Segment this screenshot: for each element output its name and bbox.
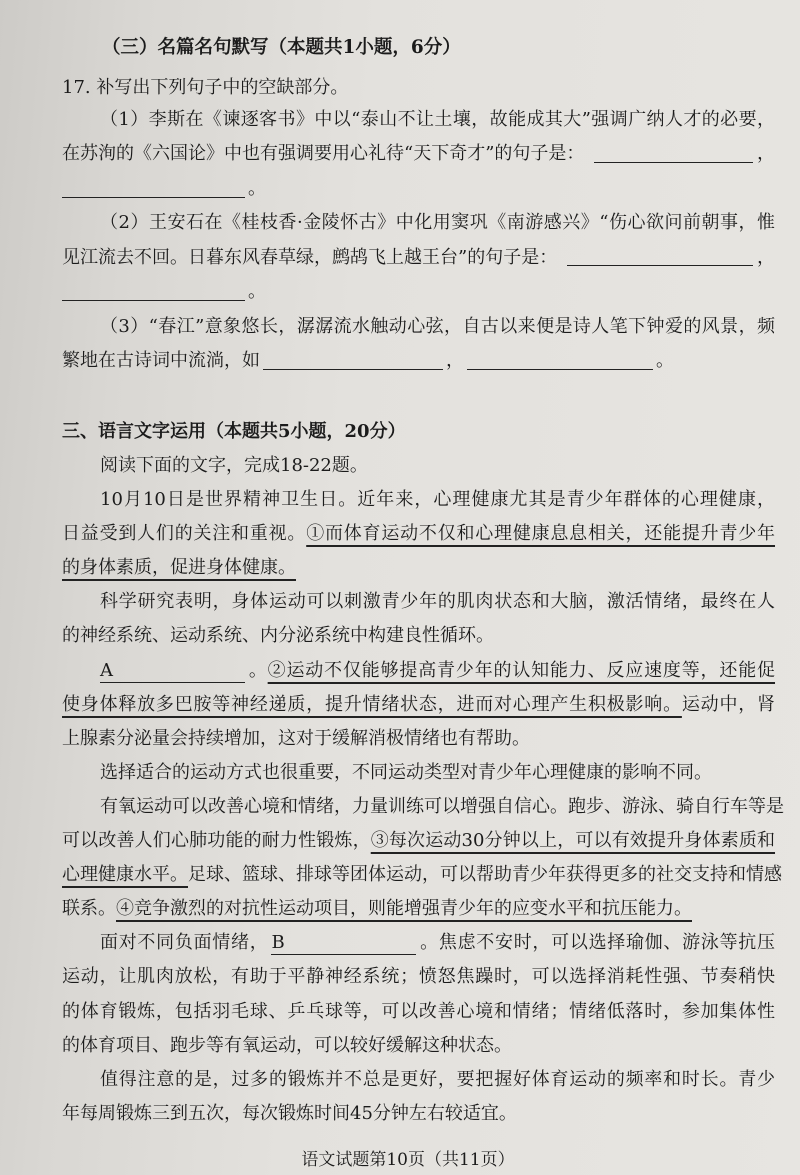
answer-blank-a	[100, 661, 245, 683]
passage-text: 面对不同负面情绪，	[100, 932, 269, 954]
item-3-prompt: 繁地在古诗词中流淌，如	[62, 350, 260, 371]
passage-line: 值得注意的是，过多的锻炼并不总是更好，要把握好体育运动的频率和时长。青少	[100, 1068, 775, 1090]
blank-separator: ，	[757, 246, 775, 268]
passage-line	[62, 688, 775, 722]
blank-terminator: 。	[248, 281, 266, 302]
passage-line: 有氧运动可以改善心境和情绪，力量训练可以增强自信心。跑步、游泳、骑自行车等是	[100, 795, 784, 817]
passage-text: 。	[248, 659, 268, 681]
passage-text: 足球、篮球、排球等团体运动，可以帮助青少年获得更多的社交支持和情感	[188, 864, 782, 886]
passage-text: 可以改善人们心肺功能的耐力性锻炼，	[62, 830, 371, 852]
section-heading: 三、语言文字运用（本题共5小题，20分）	[62, 420, 406, 442]
marked-sentence-2: ②运动不仅能够提高青少年的认知能力、反应速度等，还能促	[267, 659, 776, 681]
answer-blank	[594, 146, 753, 163]
item-1-line-1: （1）李斯在《谏逐客书》中以“泰山不让土壤，故能成其大”强调广纳人才的必要，	[100, 108, 775, 130]
passage-line: 选择适合的运动方式也很重要，不同运动类型对青少年心理健康的影响不同。	[100, 761, 712, 783]
passage-line: 科学研究表明，身体运动可以刺激青少年的肌肉状态和大脑，激活情绪，最终在人	[100, 591, 775, 613]
reading-instruction: 阅读下面的文字，完成18-22题。	[100, 455, 368, 476]
passage-line: 的体育锻炼，包括羽毛球、乒乓球等，可以改善心境和情绪；情绪低落时，参加集体性	[62, 1000, 775, 1022]
passage-line	[62, 892, 775, 926]
question-17-item-1	[62, 103, 775, 207]
passage-line: 上腺素分泌量会持续增加，这对于缓解消极情绪也有帮助。	[62, 727, 530, 749]
marked-sentence-4: ④竞争激烈的对抗性运动项目，则能增强青少年的应变水平和抗压能力。	[116, 898, 692, 920]
answer-blank-b	[271, 933, 416, 955]
marked-sentence-3: 心理健康水平。	[62, 864, 188, 886]
item-1-prompt: 在苏洵的《六国论》中也有强调要用心礼待“天下奇才”的句子是：	[62, 143, 585, 164]
item-1-line-2	[62, 137, 775, 172]
passage-text: 运动中，肾	[681, 693, 776, 715]
answer-blank	[467, 351, 653, 370]
question-17-item-3	[62, 310, 775, 379]
item-2-line-2	[62, 241, 775, 276]
passage-line	[62, 551, 775, 585]
item-2-line-1: （2）王安石在《桂枝香·金陵怀古》中化用窦巩《南游感兴》“伤心欲问前朝事，惟	[100, 212, 775, 233]
passage-line: 运动，让肌肉放松，有助于平静神经系统；愤怒焦躁时，可以选择消耗性强、节奏稍快	[62, 966, 775, 988]
passage-line: 年每周锻炼三到五次，每次锻炼时间45分钟左右较适宜。	[62, 1102, 517, 1124]
question-17-stem: 17. 补写出下列句子中的空缺部分。	[62, 76, 349, 98]
marked-sentence-2: 使身体释放多巴胺等神经递质，提升情绪状态，进而对心理产生积极影响。	[62, 693, 682, 715]
passage-line: 的体育项目、跑步等有氧运动，可以较好缓解这种状态。	[62, 1034, 512, 1056]
marked-sentence-1: ①而体育运动不仅和心理健康息息相关，还能提升青少年	[306, 523, 776, 545]
marked-sentence-1: 的身体素质，促进身体健康。	[62, 557, 296, 579]
blank-terminator: 。	[656, 350, 674, 371]
answer-blank	[263, 351, 443, 370]
item-2-prompt: 见江流去不回。日暮东风春草绿，鹧鸪飞上越王台”的句子是：	[62, 246, 558, 268]
answer-blank	[567, 249, 753, 266]
page-content	[62, 31, 784, 1131]
passage-line	[62, 926, 775, 960]
item-2-line-3	[62, 275, 775, 310]
item-1-line-3	[62, 172, 775, 207]
blank-separator: ，	[757, 143, 775, 164]
item-3-line-2	[62, 344, 775, 379]
passage-line: 的神经系统、运动系统、内分泌系统中构建良性循环。	[62, 625, 494, 647]
question-17-item-2	[62, 206, 775, 310]
passage-line	[62, 824, 775, 858]
blank-label: A	[100, 659, 113, 681]
passage-line: 10月10日是世界精神卫生日。近年来，心理健康尤其是青少年群体的心理健康，	[100, 489, 775, 511]
passage-line	[62, 654, 775, 688]
blank-separator: ，	[446, 350, 464, 371]
passage-text: 联系。	[62, 898, 116, 920]
answer-blank	[62, 179, 245, 198]
passage-line	[62, 858, 782, 892]
passage-text: 日益受到人们的关注和重视。	[62, 523, 307, 545]
answer-blank	[62, 282, 245, 301]
passage	[62, 483, 784, 1131]
page-footer: 语文试题第10页（共11页）	[301, 1150, 515, 1170]
blank-terminator: 。	[248, 177, 266, 199]
subsection-heading: （三）名篇名句默写（本题共1小题，6分）	[102, 37, 461, 58]
blank-label: B	[271, 932, 285, 954]
marked-sentence-3: ③每次运动30分钟以上，可以有效提升身体素质和	[370, 830, 776, 852]
passage-line	[62, 517, 775, 551]
passage-text: 。焦虑不安时，可以选择瑜伽、游泳等抗压	[419, 932, 776, 954]
item-3-line-1: （3）“春江”意象悠长，潺潺流水触动心弦，自古以来便是诗人笔下钟爱的风景，频	[100, 315, 775, 337]
